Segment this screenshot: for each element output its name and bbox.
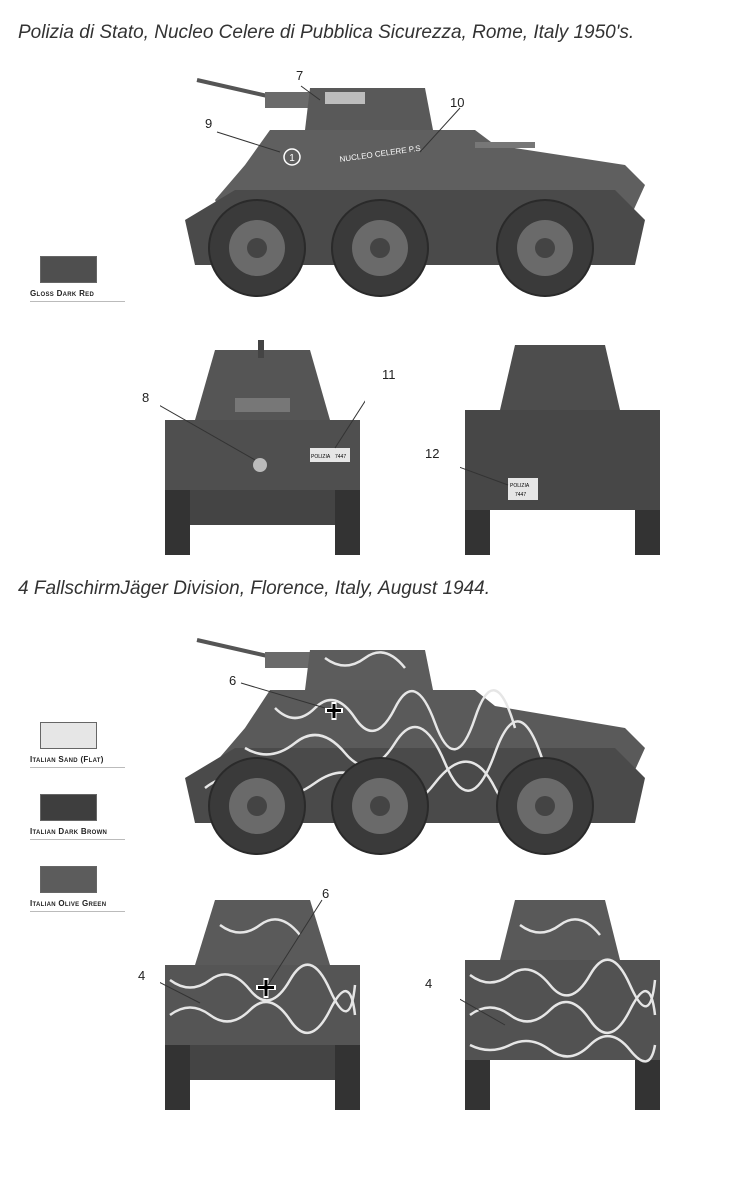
- color-swatch: [40, 722, 97, 749]
- section2-title: 4 FallschirmJäger Division, Florence, Italy, August 1944.: [18, 578, 491, 599]
- circle-number: 1: [289, 153, 295, 164]
- swatch-italian-dark-brown: Italian Dark Brown: [30, 794, 125, 840]
- front-plate-word: POLIZIA: [311, 454, 331, 460]
- callout-11: 11: [382, 367, 396, 382]
- section1-title: Polizia di Stato, Nucleo Celere di Pubblica Sicurezza, Rome, Italy 1950's.: [18, 22, 635, 43]
- callout-8: 8: [142, 390, 150, 405]
- callout-4-rear: 4: [425, 976, 433, 991]
- police-car-front-view: [160, 340, 365, 560]
- rear-plate-number: 7447: [515, 492, 527, 498]
- camo-car-side-view: [175, 628, 665, 868]
- callout-4-front: 4: [138, 968, 146, 983]
- callout-12: 12: [425, 446, 440, 461]
- rear-plate-word: POLIZIA: [510, 483, 530, 489]
- callout-9: 9: [205, 116, 213, 131]
- callout-6-side: 6: [229, 673, 237, 688]
- swatch-italian-olive-green: Italian Olive Green: [30, 866, 125, 912]
- police-car-rear-view: [460, 340, 665, 560]
- camo-car-front-view: [160, 885, 365, 1115]
- callout-7: 7: [296, 68, 304, 83]
- color-swatch: [40, 794, 97, 821]
- camo-car-rear-view: [460, 885, 665, 1115]
- callout-6-front: 6: [322, 886, 330, 901]
- front-plate-number: 7447: [335, 454, 347, 460]
- color-swatch: [40, 256, 97, 283]
- swatch-italian-sand: Italian Sand (Flat): [30, 722, 125, 768]
- side-marking-text: NUCLEO CELERE P.S.: [339, 143, 424, 164]
- police-car-side-view: [175, 70, 665, 310]
- color-swatch: [40, 866, 97, 893]
- callout-10: 10: [450, 95, 465, 110]
- swatch-gloss-dark-red: Gloss Dark Red: [30, 256, 125, 302]
